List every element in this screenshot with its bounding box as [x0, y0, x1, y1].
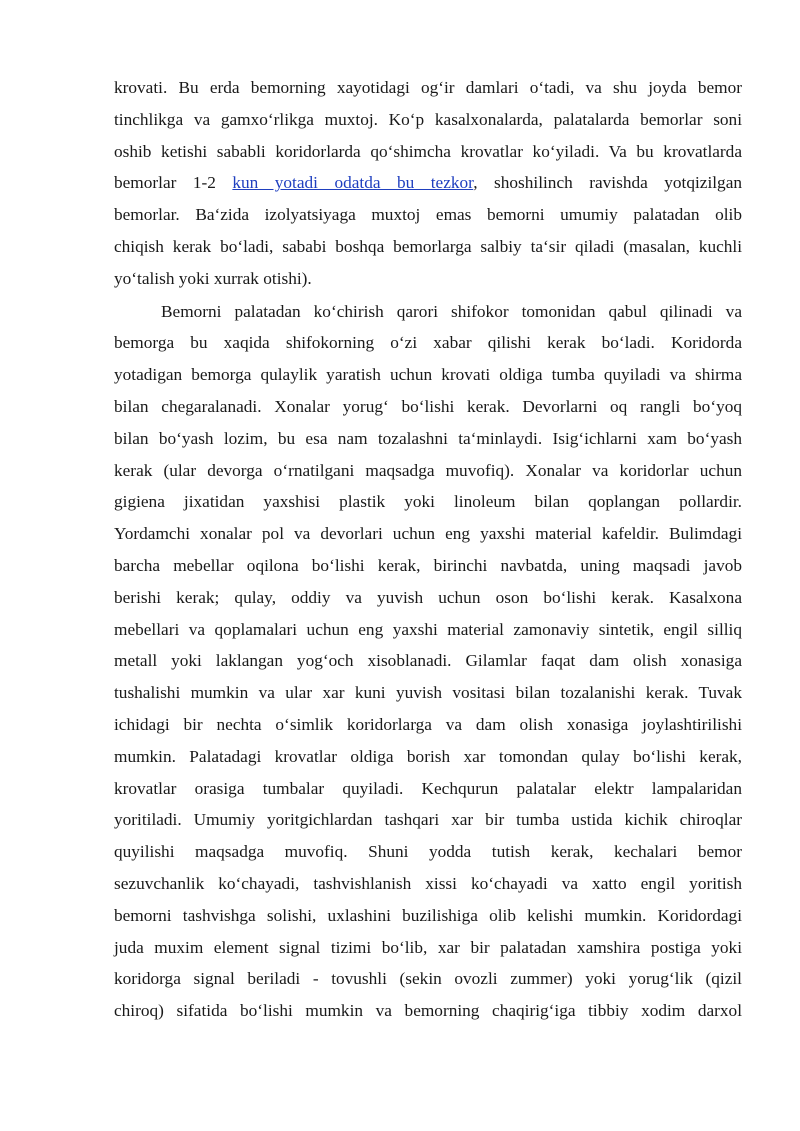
text-line: oshib ketishi sababli koridorlarda qo‘shimcha krovatlar ko‘yiladi. Va bu krovatlarda [114, 141, 742, 161]
text-line: gigiena jixatidan yaxshisi plastik yoki linoleum bilan qoplangan pollardir. [114, 492, 742, 512]
text-line: Yordamchi xonalar pol va devorlari uchun eng yaxshi material kafeldir. Bulimdagi [114, 524, 742, 544]
text-line: barcha mebellar oqilona bo‘lishi kerak, birinchi navbatda, uning maqsadi javob [114, 555, 742, 575]
text-line: yotadigan bemorga qulaylik yaratish uchun krovati oldiga tumba quyiladi va shirma [114, 365, 742, 385]
text-line: Bemorni palatadan ko‘chirish qarori shifokor tomonidan qabul qilinadi va [161, 301, 742, 321]
text-fragment: , shoshilinch ravishda yotqizilgan [473, 173, 742, 193]
text-line: bemorlar. Ba‘zida izolyatsiyaga muxtoj emas bemorni umumiy palatadan olib [114, 205, 742, 225]
text-line: yoritiladi. Umumiy yoritgichlardan tashqari xar bir tumba ustida kichik chiroqlar [114, 810, 742, 830]
text-line: yo‘talish yoki xurrak otishi). [114, 268, 312, 288]
text-line-with-link [114, 167, 742, 199]
inline-link[interactable]: kun yotadi odatda bu tezkor [232, 173, 474, 193]
text-line: juda muxim element signal tizimi bo‘lib, xar bir palatadan xamshira postiga yoki [114, 937, 742, 957]
text-fragment: bemorlar 1-2 [114, 173, 233, 193]
text-line: krovatlar orasiga tumbalar quyiladi. Kechqurun palatalar elektr lampalaridan [114, 778, 742, 798]
text-line: metall yoki laklangan yog‘och xisoblanadi. Gilamlar faqat dam olish xonasiga [114, 651, 742, 671]
text-line: bemorga bu xaqida shifokorning o‘zi xabar qilishi kerak bo‘ladi. Koridorda [114, 333, 742, 353]
text-line: sezuvchanlik ko‘chayadi, tashvishlanish xissi ko‘chayadi va xatto engil yoritish [114, 873, 742, 893]
text-line: mumkin. Palatadagi krovatlar oldiga borish xar tomondan qulay bo‘lishi kerak, [114, 746, 742, 766]
text-line: tushalishi mumkin va ular xar kuni yuvish vositasi bilan tozalanishi kerak. Tuvak [114, 683, 742, 703]
text-line: mebellari va qoplamalari uchun eng yaxshi material zamonaviy sintetik, engil silliq [114, 619, 742, 639]
text-line: bilan bo‘yash lozim, bu esa nam tozalashni ta‘minlaydi. Isig‘ichlarni xam bo‘yash [114, 428, 742, 448]
document-page [114, 72, 742, 1027]
text-line: bemorni tashvishga solishi, uxlashini buzilishiga olib kelishi mumkin. Koridordagi [114, 905, 742, 925]
text-line: koridorga signal beriladi - tovushli (sekin ovozli zummer) yoki yorug‘lik (qizil [114, 969, 742, 989]
text-line: quyilishi maqsadga muvofiq. Shuni yodda tutish kerak, kechalari bemor [114, 842, 742, 862]
paragraph-1 [114, 72, 742, 295]
text-line: krovati. Bu erda bemorning xayotidagi og‘ir damlari o‘tadi, va shu joyda bemor [114, 78, 742, 97]
text-line: chiqish kerak bo‘ladi, sababi boshqa bemorlarga salbiy ta‘sir qiladi (masalan, kuchli [114, 236, 742, 256]
text-line: berishi kerak; qulay, oddiy va yuvish uchun oson bo‘lishi kerak. Kasalxona [114, 587, 742, 607]
paragraph-2 [114, 296, 742, 1027]
text-line: chiroq) sifatida bo‘lishi mumkin va bemorning chaqirig‘iga tibbiy xodim darxol [114, 1001, 742, 1021]
text-line: bilan chegaralanadi. Xonalar yorug‘ bo‘lishi kerak. Devorlarni oq rangli bo‘yoq [114, 396, 742, 416]
text-line: kerak (ular devorga o‘rnatilgani maqsadga muvofiq). Xonalar va koridorlar uchun [114, 460, 742, 480]
text-line: tinchlikga va gamxo‘rlikga muxtoj. Ko‘p kasalxonalarda, palatalarda bemorlar soni [114, 109, 742, 129]
text-line: ichidagi bir nechta o‘simlik koridorlarga va dam olish xonasiga joylashtirilishi [114, 714, 742, 734]
